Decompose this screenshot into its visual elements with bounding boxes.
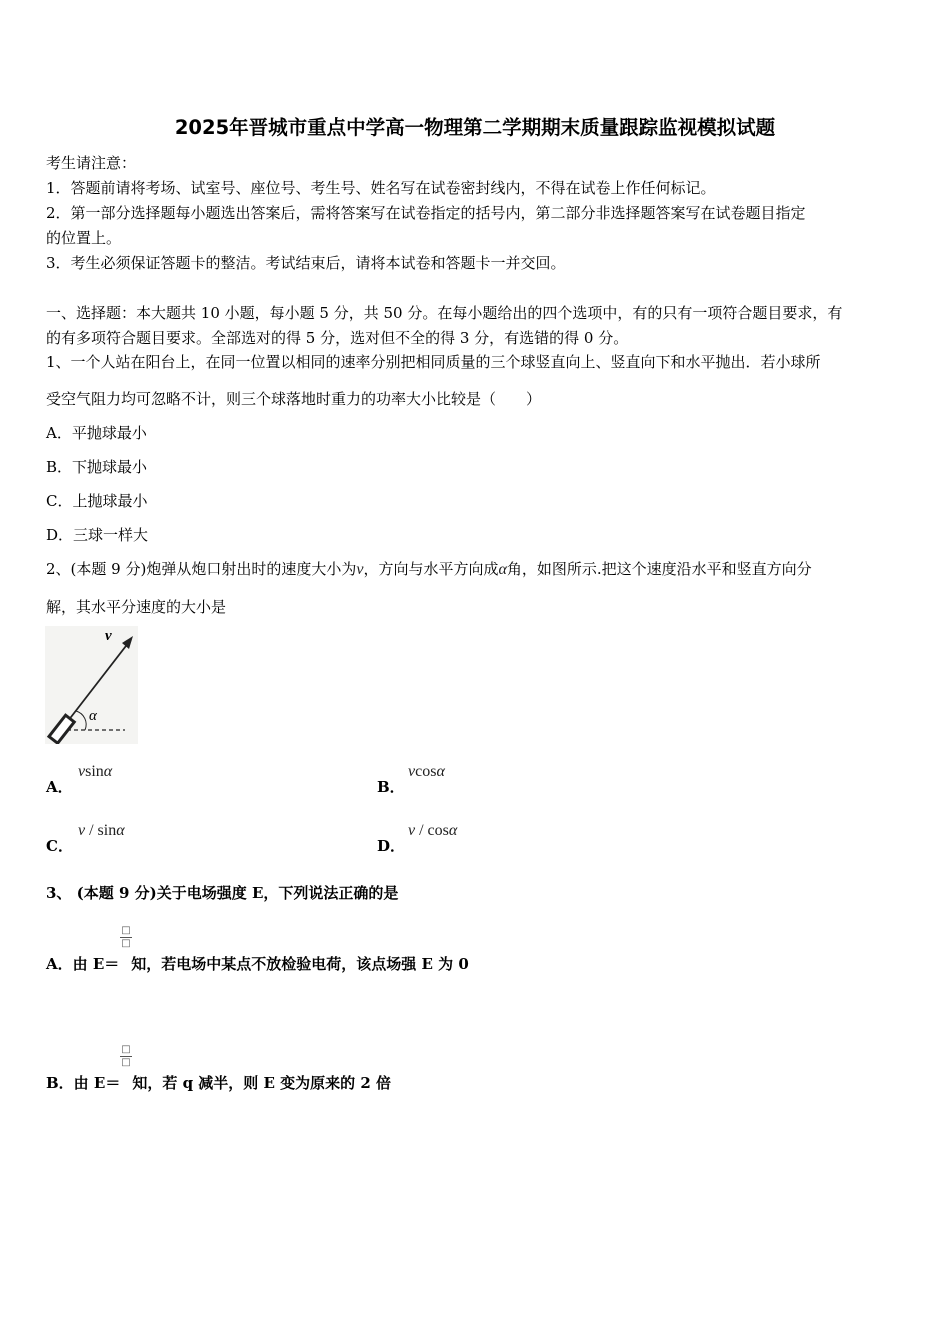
page-title: 2025年晋城市重点中学高一物理第二学期期末质量跟踪监视模拟试题 [174,116,776,139]
q1-option-b: B．下抛球最小 [46,458,148,476]
section-intro-cont: 的有多项符合题目要求。全部选对的得 5 分，选对但不全的得 3 分，有选错的得 0 分。 [46,329,629,347]
q3-option-a-pre: A．由 E＝ [46,955,120,973]
figure-label-v: v [105,628,112,644]
q2-option-c-expr: v / sinα [78,822,125,839]
notice-item-3: 3．考生必须保证答题卡的整洁。考试结束后，请将本试卷和答题卡一并交回。 [46,254,566,272]
q3-b-fraction-denominator: □ [121,1057,131,1068]
q2-stem-part3: 角，如图所示.把这个速度沿水平和竖直方向分 [506,560,812,578]
q1-stem: 1、一个人站在阳台上，在同一位置以相同的速率分别把相同质量的三个球竖直向上、竖直向下和水平抛出．若小球所 [46,353,821,371]
cannon-diagram [45,626,138,744]
angle-arc [76,711,86,730]
notice-item-2-cont: 的位置上。 [46,229,122,247]
q2-stem-v: v [356,561,364,578]
q2-stem-alpha: α [498,561,507,578]
q2-option-c-label: C． [46,837,73,855]
q2-option-a-label: A． [46,778,73,796]
cannon-barrel [47,713,77,744]
q3-b-fraction [120,1045,132,1068]
q1-option-c: C．上抛球最小 [46,492,148,510]
q3-option-b-post: 知，若 q 减半，则 E 变为原来的 2 倍 [132,1074,392,1092]
q2-option-d-expr: v / cosα [408,822,458,839]
q3-stem: 3、 (本题 9 分)关于电场强度 E，下列说法正确的是 [46,884,399,902]
q3-a-fraction-numerator: □ [121,925,131,936]
q3-a-fraction [120,926,132,949]
notice-item-2: 2．第一部分选择题每小题选出答案后，需将答案写在试卷指定的括号内，第二部分非选择题答案写在试卷题目指定 [46,204,806,222]
figure-label-alpha: α [89,708,97,724]
q3-option-b [46,1072,391,1093]
q2-option-b-expr: vcosα [408,763,445,780]
section-intro: 一、选择题：本大题共 10 小题，每小题 5 分，共 50 分。在每小题给出的四个选项中，有的只有一项符合题目要求，有 [46,304,843,322]
notice-heading: 考生请注意： [46,154,137,172]
q1-option-a: A．平抛球最小 [46,424,147,442]
q3-option-b-pre: B．由 E＝ [46,1074,121,1092]
q1-option-d: D．三球一样大 [46,526,149,544]
q1-stem-cont: 受空气阻力均可忽略不计，则三个球落地时重力的功率大小比较是（ ） [46,390,542,408]
q2-stem-part1: 2、(本题 9 分)炮弹从炮口射出时的速度大小为 [46,560,357,578]
q3-option-a-post: 知，若电场中某点不放检验电荷，该点场强 E 为 0 [131,955,469,973]
q3-b-fraction-numerator: □ [121,1044,131,1055]
q2-option-b-label: B． [377,778,405,796]
q3-a-fraction-denominator: □ [121,938,131,949]
q2-stem [46,558,812,579]
velocity-arrowhead [122,636,133,649]
cannon-figure [45,626,138,744]
q2-stem-cont: 解，其水平分速度的大小是 [46,598,227,616]
notice-item-1: 1．答题前请将考场、试室号、座位号、考生号、姓名写在试卷密封线内，不得在试卷上作任何标记。 [46,179,716,197]
q2-option-d-label: D． [377,837,406,855]
q2-stem-part2: ，方向与水平方向成 [363,560,499,578]
q3-option-a [46,953,469,974]
q2-option-a-expr: vsinα [78,763,113,780]
